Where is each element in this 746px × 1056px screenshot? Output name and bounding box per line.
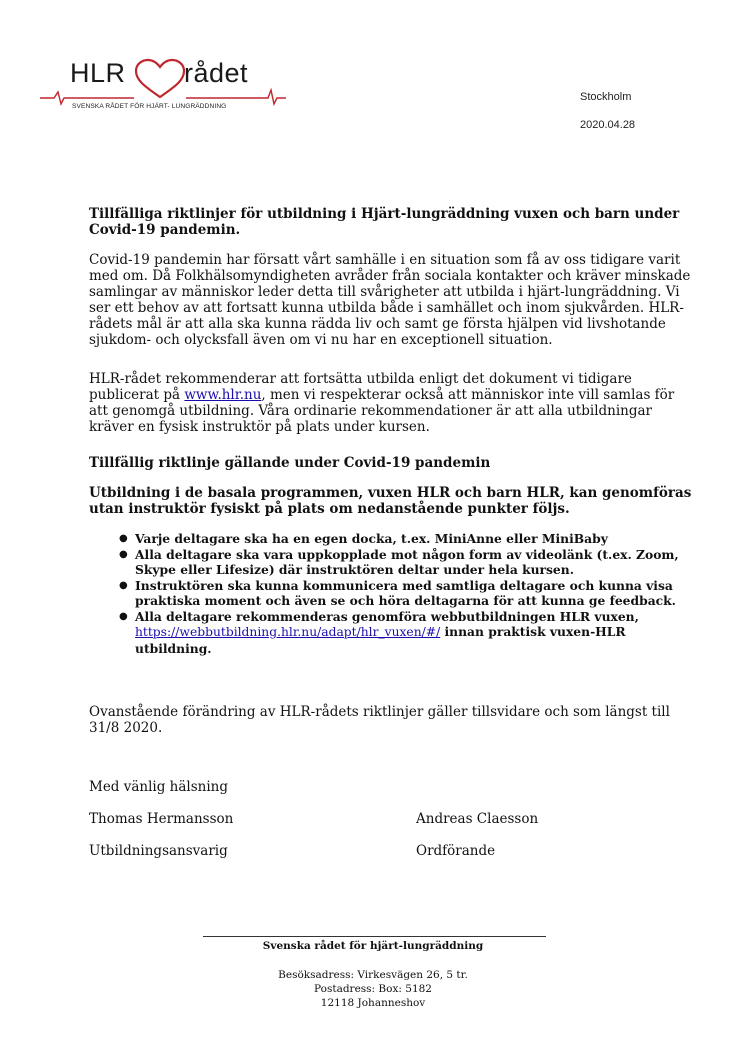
list-item <box>89 577 676 609</box>
text-line: ser ett behov av att fortsatt kunna utbilda både i samhället och inom sjukvården. HLR- <box>89 300 684 316</box>
list-item <box>89 531 669 547</box>
text-line <box>135 624 669 641</box>
header-city: Stockholm <box>580 91 632 103</box>
text-line <box>89 387 675 403</box>
footer-post-address: Postadress: Box: 5182 <box>314 983 432 995</box>
text-line: sjukdom- och olycksfall även om vi nu har en exceptionell situation. <box>89 332 553 348</box>
hlr-website-link[interactable]: www.hlr.nu <box>184 387 262 403</box>
text-line: utan instruktör fysiskt på plats om nedanstående punkter följs. <box>89 501 570 517</box>
text-line: utbildning. <box>135 640 212 656</box>
paragraph-intro <box>89 252 691 348</box>
text-line: Utbildning i de basala programmen, vuxen HLR och barn HLR, kan genomföras <box>89 485 692 501</box>
section-subheading <box>89 485 692 517</box>
text-line: rådets mål är att alla ska kunna rädda liv och samt ge första hjälpen vid livshotande <box>89 316 666 332</box>
text-span: publicerat på <box>89 387 185 403</box>
footer-org: Svenska rådet för hjärt-lungräddning <box>262 940 484 952</box>
signature-left-name: Thomas Hermansson <box>89 811 234 827</box>
ecg-line-left-icon <box>40 92 70 104</box>
text-line: Ovanstående förändring av HLR-rådets riktlinjer gäller tillsvidare och som längst till <box>89 704 670 720</box>
heart-icon <box>136 60 184 97</box>
list-item <box>89 609 669 657</box>
bullet-icon: ● <box>119 533 128 544</box>
bullet-icon: ● <box>119 548 128 560</box>
text-line: kräver en fysisk instruktör på plats under kursen. <box>89 419 430 435</box>
title-line: Tillfälliga riktlinjer för utbildning i Hjärt-lungräddning vuxen och barn under <box>89 206 680 222</box>
text-line: samlingar av människor leder detta till svårigheter att utbilda i hjärt-lungräddning. Vi <box>89 284 680 300</box>
text-span: innan praktisk vuxen-HLR <box>440 624 626 639</box>
section-heading <box>89 455 659 471</box>
footer-divider <box>203 936 546 937</box>
logo-word-radet: rådet <box>184 58 249 88</box>
text-line: Varje deltagare ska ha en egen docka, t.ex. MiniAnne eller MiniBaby <box>135 531 608 546</box>
header-date: 2020.04.28 <box>580 119 636 131</box>
text-line: Alla deltagare rekommenderas genomföra webbutbildningen HLR vuxen, <box>135 608 639 624</box>
text-line: Alla deltagare ska vara uppkopplade mot någon form av videolänk (t.ex. Zoom, <box>135 546 679 562</box>
text-line: Instruktören ska kunna kommunicera med samtliga deltagare och kunna visa <box>135 577 673 593</box>
bullet-icon: ● <box>119 579 128 591</box>
ecg-line-right-icon <box>262 90 286 104</box>
text-line: HLR-rådet rekommenderar att fortsätta utbilda enligt det dokument vi tidigare <box>89 371 632 387</box>
signature-right-name: Andreas Claesson <box>416 811 539 827</box>
logo-word-hlr: HLR <box>70 58 126 88</box>
text-line: att genomgå utbildning. Våra ordinarie rekommendationer är att alla utbildningar <box>89 403 653 419</box>
section-heading-text: Tillfällig riktlinje gällande under Covid-19 pandemin <box>89 455 491 471</box>
document-title <box>89 206 680 238</box>
signature-right-title: Ordförande <box>416 843 496 859</box>
text-line: Covid-19 pandemin har försatt vårt samhälle i en situation som få av oss tidigare varit <box>89 252 681 268</box>
closing-greeting: Med vänlig hälsning <box>89 779 229 795</box>
text-span: , men vi respekterar också att människor inte vill samlas för <box>261 387 675 403</box>
webbutbildning-link[interactable]: https://webbutbildning.hlr.nu/adapt/hlr_vuxen/#/ <box>135 625 441 639</box>
title-line: Covid-19 pandemin. <box>89 222 241 238</box>
bullet-list <box>89 531 679 656</box>
text-line: praktiska moment och även se och höra deltagarna för att kunna ge feedback. <box>135 593 676 608</box>
paragraph-validity <box>89 704 670 736</box>
paragraph-recommendation <box>89 371 675 435</box>
list-item <box>89 546 679 578</box>
text-line: med om. Då Folkhälsomyndigheten avråder från sociala kontakter och kräver minskade <box>89 268 691 284</box>
bullet-icon: ● <box>119 610 128 622</box>
logo-tagline: SVENSKA RÅDET FÖR HJÄRT- LUNGRÄDDNING <box>72 103 227 110</box>
footer-zip: 12118 Johanneshov <box>320 997 426 1009</box>
text-line: 31/8 2020. <box>89 720 163 736</box>
signature-left-title: Utbildningsansvarig <box>89 843 228 859</box>
footer-visit-address: Besöksadress: Virkesvägen 26, 5 tr. <box>278 969 468 981</box>
text-line: Skype eller Lifesize) där instruktören deltar under hela kursen. <box>135 562 574 577</box>
